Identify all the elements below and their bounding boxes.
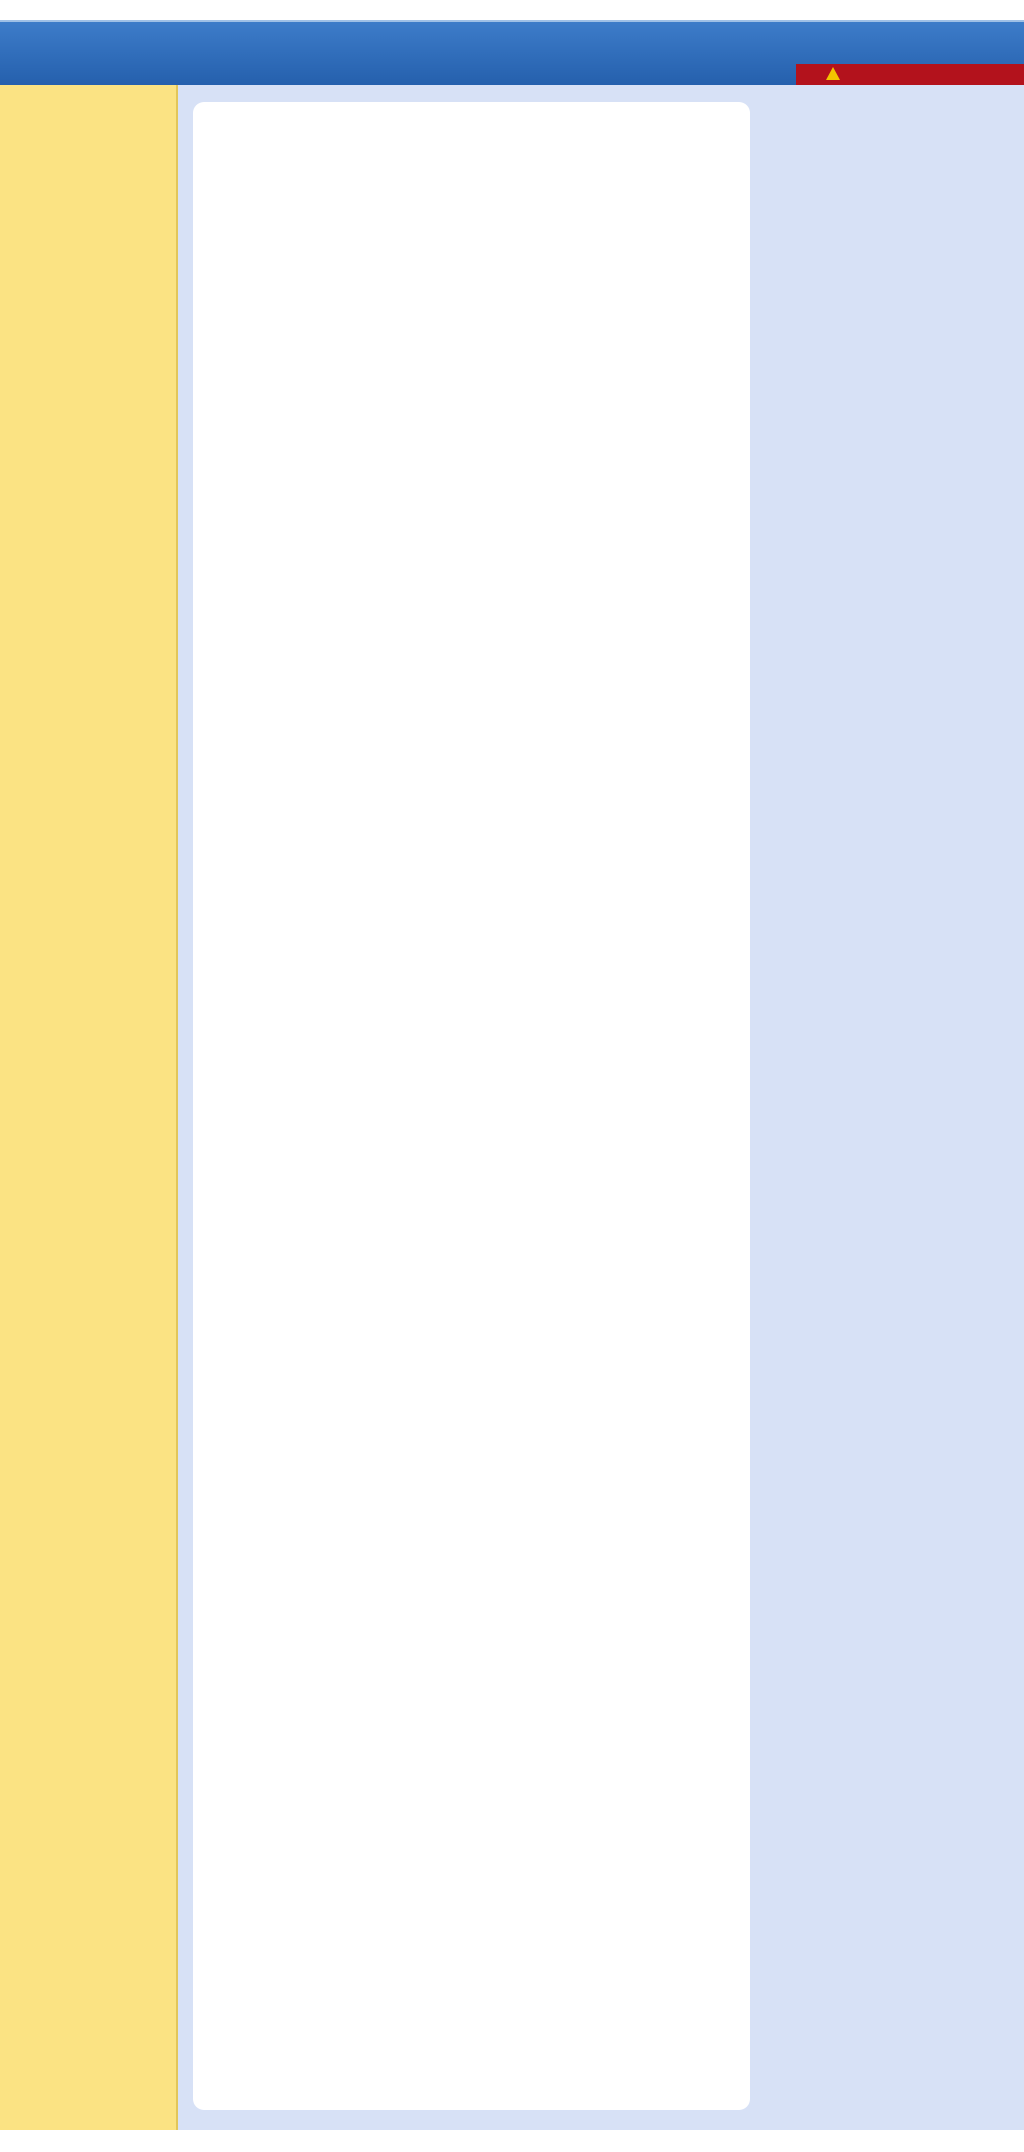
sidebar [0,85,178,2130]
window-caption [0,0,1024,20]
password-warning [796,64,1024,85]
status-bar-url [0,2130,1024,2152]
settings-panel [193,102,750,2110]
warning-icon [826,67,840,80]
page-header [0,20,1024,85]
